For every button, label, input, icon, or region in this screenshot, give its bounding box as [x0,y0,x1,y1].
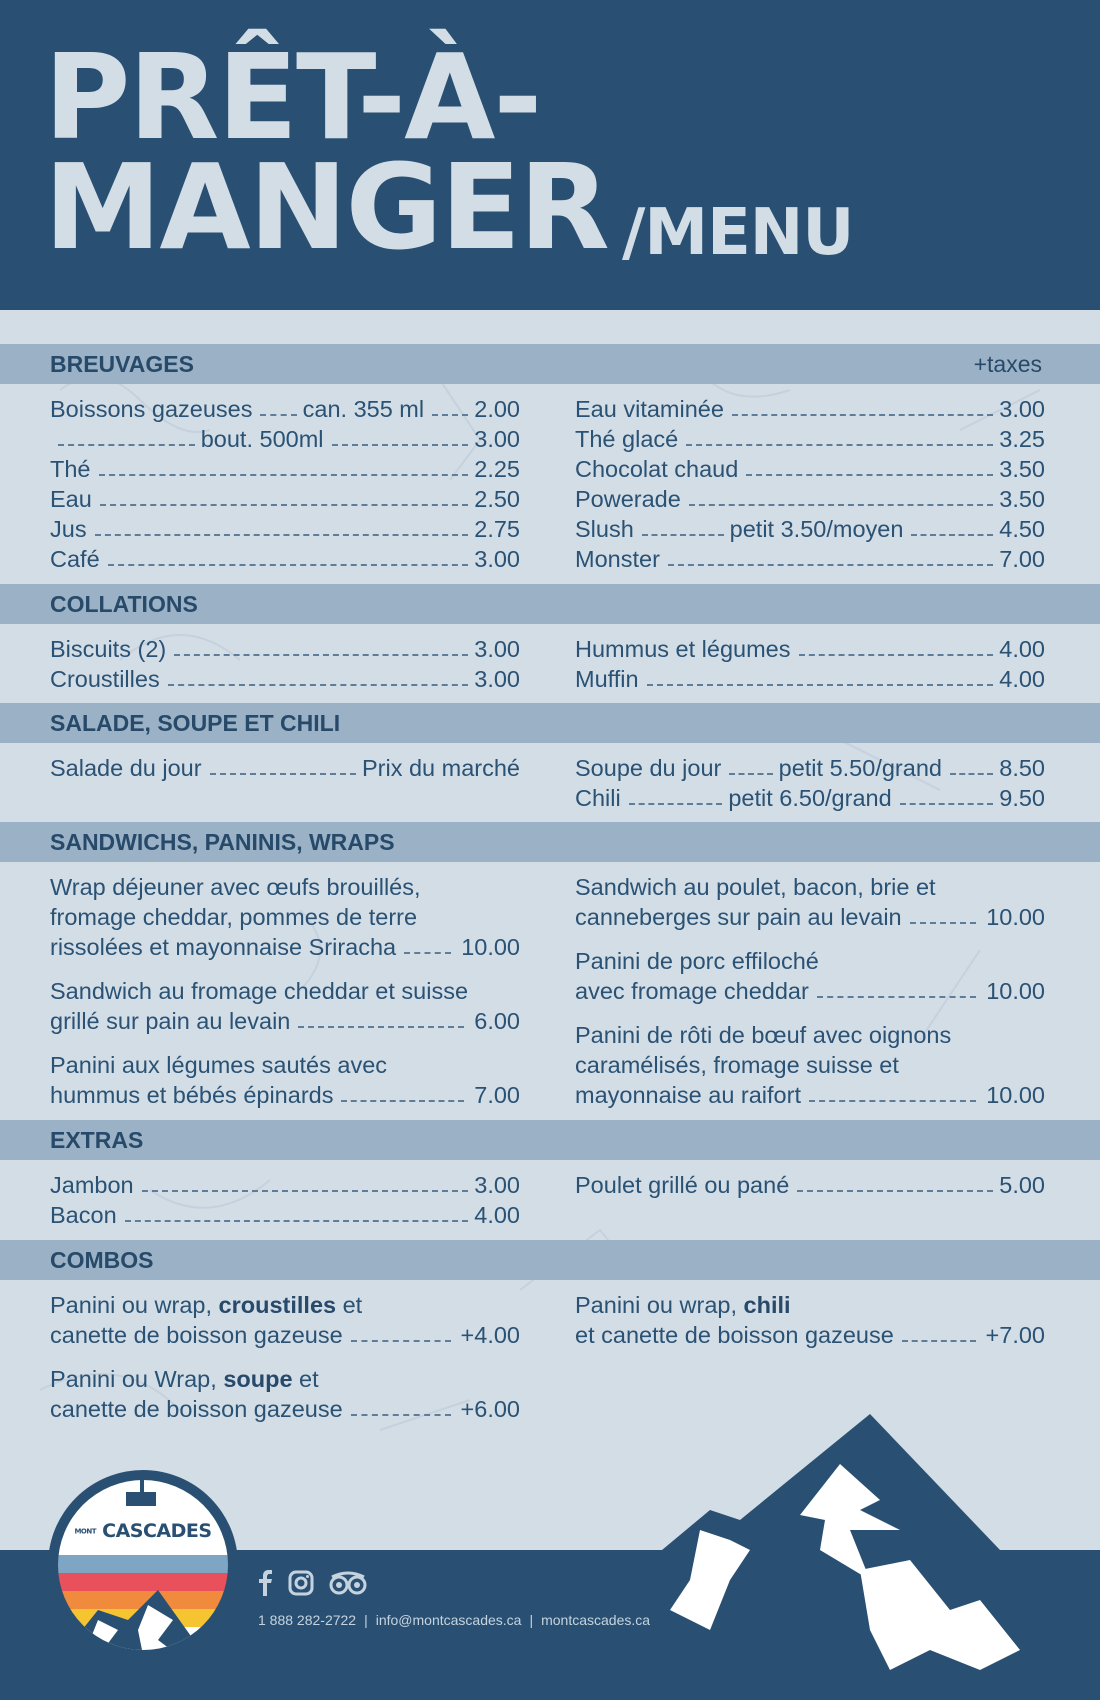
dot-leader [686,444,993,446]
item-name: Monster [575,546,660,572]
item-price: 7.00 [999,546,1045,572]
menu-item [50,1050,520,1110]
item-name: Eau [50,486,92,512]
section-combos [0,1240,1100,1280]
dot-leader [647,684,994,686]
item-size: petit 3.50/moyen [729,516,904,542]
dot-leader [900,803,994,805]
instagram-icon[interactable] [288,1570,314,1596]
menu-item [50,1364,520,1424]
item-highlight: chili [743,1292,791,1318]
menu-item-row [575,394,1045,424]
dot-leader [642,534,724,536]
contact-info [258,1612,650,1628]
item-name: Thé glacé [575,426,679,452]
item-price: 3.00 [999,396,1045,422]
dot-leader [910,922,977,924]
item-name: Powerade [575,486,681,512]
item-name: Slush [575,516,634,542]
mont-cascades-logo [48,1470,238,1660]
item-size: bout. 500ml [200,426,324,452]
mountain-illustration [650,1410,1100,1700]
item-line [575,1290,1045,1320]
item-price: 7.00 [474,1082,520,1108]
dot-leader [332,444,469,446]
salade-left-column [50,753,520,783]
dot-leader [911,534,993,536]
menu-item-row [575,454,1045,484]
item-price: +7.00 [985,1322,1045,1348]
item-price: 3.00 [474,1172,520,1198]
website-link[interactable]: montcascades.ca [541,1612,651,1628]
menu-item [575,946,1045,1006]
social-icons [256,1570,368,1596]
section-title: BREUVAGES [50,351,194,377]
item-price: 4.00 [999,666,1045,692]
dot-leader [668,564,993,566]
item-price: 3.00 [474,546,520,572]
dot-leader [100,504,468,506]
dot-leader [341,1100,464,1102]
item-price: 2.25 [474,456,520,482]
item-size: petit 6.50/grand [728,785,892,811]
item-last-line [50,932,520,962]
menu-item [575,872,1045,932]
item-text: et canette de boisson gazeuse [575,1322,894,1348]
sandwichs-left-column [50,872,520,1124]
menu-item-row [575,634,1045,664]
item-price: 10.00 [986,904,1045,930]
dot-leader [809,1100,976,1102]
section-title: COMBOS [50,1247,154,1273]
dot-leader [351,1414,451,1416]
item-text: Panini ou Wrap, [50,1366,224,1392]
item-text: grillé sur pain au levain [50,1008,291,1034]
dot-leader [58,444,195,446]
item-price: +6.00 [460,1396,520,1422]
extras-right-column [575,1170,1045,1200]
separator: | [364,1612,368,1628]
item-name: Jambon [50,1172,134,1198]
dot-leader [108,564,469,566]
item-line: caramélisés, fromage suisse et [575,1052,899,1078]
menu-item-row [575,1170,1045,1200]
item-line: Sandwich au fromage cheddar et suisse [50,978,469,1004]
menu-item-row [575,783,1045,813]
salade-right-column [575,753,1045,813]
item-price: 6.00 [474,1008,520,1034]
item-text: avec fromage cheddar [575,978,809,1004]
item-price: 3.50 [999,456,1045,482]
dot-leader [732,414,993,416]
item-price: 2.50 [474,486,520,512]
breuvages-right-column [575,394,1045,574]
item-name: Soupe du jour [575,755,722,781]
extras-left-column [50,1170,520,1230]
section-title: COLLATIONS [50,591,198,617]
item-name: Hummus et légumes [575,636,791,662]
item-price: +4.00 [460,1322,520,1348]
menu-item-row [575,484,1045,514]
item-price: 9.50 [999,785,1046,811]
section-sandwichs [0,822,1100,862]
menu-item [50,872,520,962]
item-text: Panini ou wrap, [575,1292,744,1318]
menu-item-row [575,424,1045,454]
page-subtitle: /MENU [622,196,854,270]
page-title [44,28,608,276]
collations-left-column [50,634,520,694]
dot-leader [404,952,451,954]
item-highlight: soupe [223,1366,293,1392]
email-link[interactable]: info@montcascades.ca [375,1612,522,1628]
item-price: 2.00 [474,396,520,422]
section-title: EXTRAS [50,1127,144,1153]
item-name: Salade du jour [50,755,202,781]
menu-item [50,1290,520,1350]
item-line: Panini de porc effiloché [575,948,819,974]
item-highlight: croustilles [218,1292,337,1318]
item-size: can. 355 ml [302,396,425,422]
collations-right-column [575,634,1045,694]
item-last-line [50,1080,520,1110]
logo-main-text: CASCADES [102,1520,212,1542]
menu-item [575,1290,1045,1350]
item-name: Eau vitaminée [575,396,724,422]
section-extras [0,1120,1100,1160]
phone-number: 1 888 282-2722 [258,1612,357,1628]
dot-leader [210,773,356,775]
dot-leader [260,414,296,416]
item-price: 8.50 [999,755,1046,781]
dot-leader [95,534,469,536]
item-price: 3.50 [999,486,1045,512]
item-price: 10.00 [986,978,1045,1004]
item-text: Panini ou wrap, [50,1292,219,1318]
menu-item-row [50,544,520,574]
dot-leader [797,1190,993,1192]
dot-leader [142,1190,469,1192]
item-name: Thé [50,456,91,482]
section-salade [0,703,1100,743]
facebook-icon[interactable] [256,1570,274,1596]
section-title: SALADE, SOUPE ET CHILI [50,710,341,736]
item-text: canneberges sur pain au levain [575,904,902,930]
sandwichs-right-column [575,872,1045,1124]
title-line-2: MANGER [44,138,608,276]
item-text: mayonnaise au raifort [575,1082,801,1108]
item-last-line [50,1320,520,1350]
item-name: Jus [50,516,87,542]
item-name: Boissons gazeuses [50,396,253,422]
item-name: Poulet grillé ou pané [575,1172,790,1198]
title-line-1: PRÊT-À- [44,28,541,166]
item-line: fromage cheddar, pommes de terre [50,904,418,930]
taxes-note: +taxes [973,351,1042,377]
item-price: 2.75 [474,516,520,542]
item-name: Croustilles [50,666,160,692]
item-last-line [575,976,1045,1006]
item-last-line [50,1394,520,1424]
menu-item-row [50,1170,520,1200]
item-line: Wrap déjeuner avec œufs brouillés, [50,874,421,900]
item-line [50,1290,520,1320]
section-collations [0,584,1100,624]
item-price: 3.00 [474,426,520,452]
item-price: 3.25 [999,426,1045,452]
item-text: hummus et bébés épinards [50,1082,334,1108]
dot-leader [629,803,723,805]
menu-item-row [575,753,1045,783]
menu-item-row [575,514,1045,544]
item-name: Muffin [575,666,639,692]
item-name: Bacon [50,1202,117,1228]
menu-item [50,976,520,1036]
dot-leader [729,773,772,775]
section-breuvages [0,344,1100,384]
item-name: Café [50,546,100,572]
dot-leader [432,414,468,416]
menu-item-row [50,664,520,694]
menu-item-row [50,514,520,544]
item-text: rissolées et mayonnaise Sriracha [50,934,397,960]
section-title: SANDWICHS, PANINIS, WRAPS [50,829,395,855]
item-last-line [575,902,1045,932]
item-price: 4.00 [474,1202,520,1228]
item-last-line [50,1006,520,1036]
item-line [50,1364,520,1394]
separator: | [529,1612,534,1628]
breuvages-left-column [50,394,520,574]
menu-item [575,1020,1045,1110]
item-text: et [336,1292,363,1318]
menu-item-row [50,424,520,454]
dot-leader [950,773,993,775]
item-text: canette de boisson gazeuse [50,1396,343,1422]
dot-leader [125,1220,469,1222]
item-price: 3.00 [474,636,520,662]
dot-leader [746,474,993,476]
item-price: 5.00 [999,1172,1045,1198]
item-price: 3.00 [474,666,520,692]
item-line: Panini de rôti de bœuf avec oignons [575,1022,952,1048]
dot-leader [351,1340,451,1342]
dot-leader [689,504,993,506]
menu-item-row [50,454,520,484]
menu-item-row [575,544,1045,574]
item-line: Sandwich au poulet, bacon, brie et [575,874,936,900]
combos-left-column [50,1290,520,1438]
item-price: 4.50 [999,516,1046,542]
menu-item-row [50,394,520,424]
item-name: Chili [575,785,621,811]
tripadvisor-icon[interactable] [328,1570,368,1596]
logo-text [48,1520,238,1542]
item-line: Panini aux légumes sautés avec [50,1052,388,1078]
dot-leader [817,996,976,998]
dot-leader [799,654,994,656]
menu-item-row [50,484,520,514]
dot-leader [902,1340,976,1342]
item-name: Chocolat chaud [575,456,739,482]
combos-right-column [575,1290,1045,1364]
item-size: petit 5.50/grand [778,755,942,781]
dot-leader [99,474,469,476]
item-price: 10.00 [986,1082,1045,1108]
item-last-line [575,1320,1045,1350]
item-text: canette de boisson gazeuse [50,1322,343,1348]
dot-leader [298,1026,464,1028]
item-text: et [292,1366,319,1392]
menu-item-row [50,753,520,783]
menu-item-row [575,664,1045,694]
menu-item-row [50,1200,520,1230]
item-price: 4.00 [999,636,1045,662]
item-last-line [575,1080,1045,1110]
menu-item-row [50,634,520,664]
item-price: 10.00 [461,934,520,960]
item-size: Prix du marché [361,755,520,781]
menu-header [0,0,1100,310]
logo-small-text: MONT [74,1527,96,1536]
dot-leader [168,684,469,686]
dot-leader [174,654,468,656]
item-name: Biscuits (2) [50,636,167,662]
